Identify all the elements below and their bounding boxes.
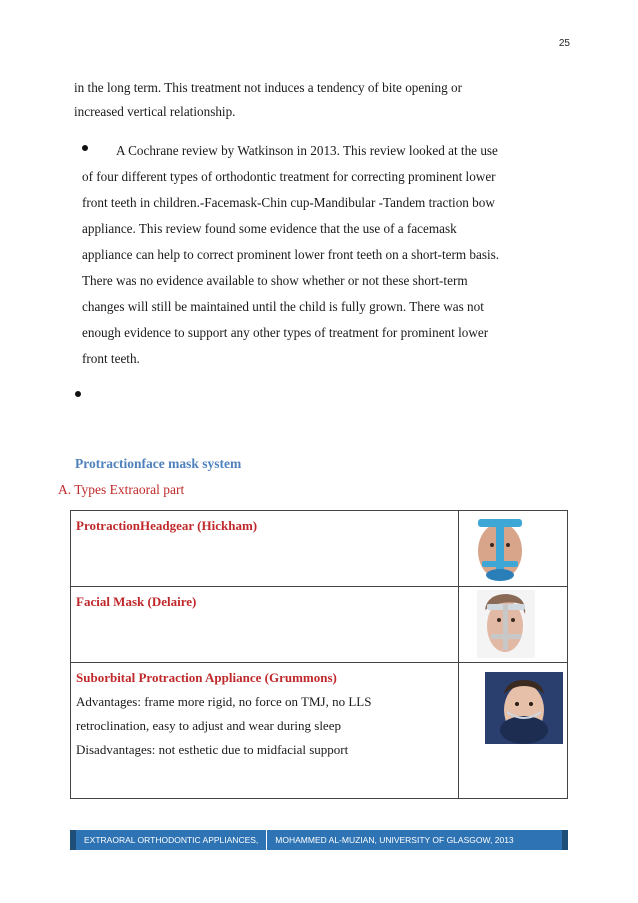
appliance-detail: Advantages: frame more rigid, no force on TMJ, no LLS	[76, 694, 372, 709]
bullet-line: changes will still be maintained until the child is fully grown. There was not	[82, 299, 484, 314]
page-footer	[70, 830, 568, 850]
table-cell	[71, 663, 459, 799]
table-image-cell	[459, 663, 568, 799]
hickham-headgear-photo	[462, 511, 538, 583]
appliance-detail: Disadvantages: not esthetic due to midfacial support	[76, 742, 349, 757]
subsection-title: A. Types Extraoral part	[58, 482, 185, 497]
appliance-name: Facial Mask (Delaire)	[76, 594, 197, 609]
table-row	[71, 587, 568, 663]
table-image-cell	[459, 587, 568, 663]
grummons-appliance-photo	[485, 672, 563, 744]
table-row	[71, 511, 568, 587]
table-cell	[71, 587, 459, 663]
appliance-types-table	[70, 510, 568, 799]
page-number: 25	[558, 38, 570, 49]
bullet-line: appliance can help to correct prominent lower front teeth on a short-term basis.	[82, 247, 500, 262]
intro-line-2: increased vertical relationship.	[74, 104, 236, 119]
cochrane-bullet	[82, 138, 560, 372]
delaire-facemask-photo	[477, 590, 535, 658]
bullet-line: of four different types of orthodontic treatment for correcting prominent lower	[82, 169, 496, 184]
cochrane-paragraph	[82, 138, 560, 372]
footer-left: EXTRAORAL ORTHODONTIC APPLIANCES,	[84, 835, 259, 845]
empty-bullet-icon	[75, 391, 81, 397]
bullet-line: There was no evidence available to show whether or not these short-term	[82, 273, 468, 288]
bullet-dot-icon	[82, 145, 88, 151]
bullet-line: enough evidence to support any other types of treatment for prominent lower	[82, 325, 489, 340]
bullet-line: front teeth in children.-Facemask-Chin cup-Mandibular -Tandem traction bow	[82, 195, 495, 210]
appliance-name: ProtractionHeadgear (Hickham)	[76, 518, 258, 533]
table-row	[71, 663, 568, 799]
footer-right: MOHAMMED AL-MUZIAN, UNIVERSITY OF GLASGOW, 2013	[275, 835, 514, 845]
appliance-name: Suborbital Protraction Appliance (Grummons)	[76, 670, 337, 685]
table-image-cell	[459, 511, 568, 587]
bullet-line: front teeth.	[82, 351, 140, 366]
intro-line-1: in the long term. This treatment not induces a tendency of bite opening or	[74, 80, 462, 95]
section-title: Protractionface mask system	[75, 456, 242, 471]
bullet-line: A Cochrane review by Watkinson in 2013. This review looked at the use	[116, 143, 498, 158]
appliance-detail: retroclination, easy to adjust and wear during sleep	[76, 718, 341, 733]
bullet-line: appliance. This review found some evidence that the use of a facemask	[82, 221, 457, 236]
table-cell	[71, 511, 459, 587]
